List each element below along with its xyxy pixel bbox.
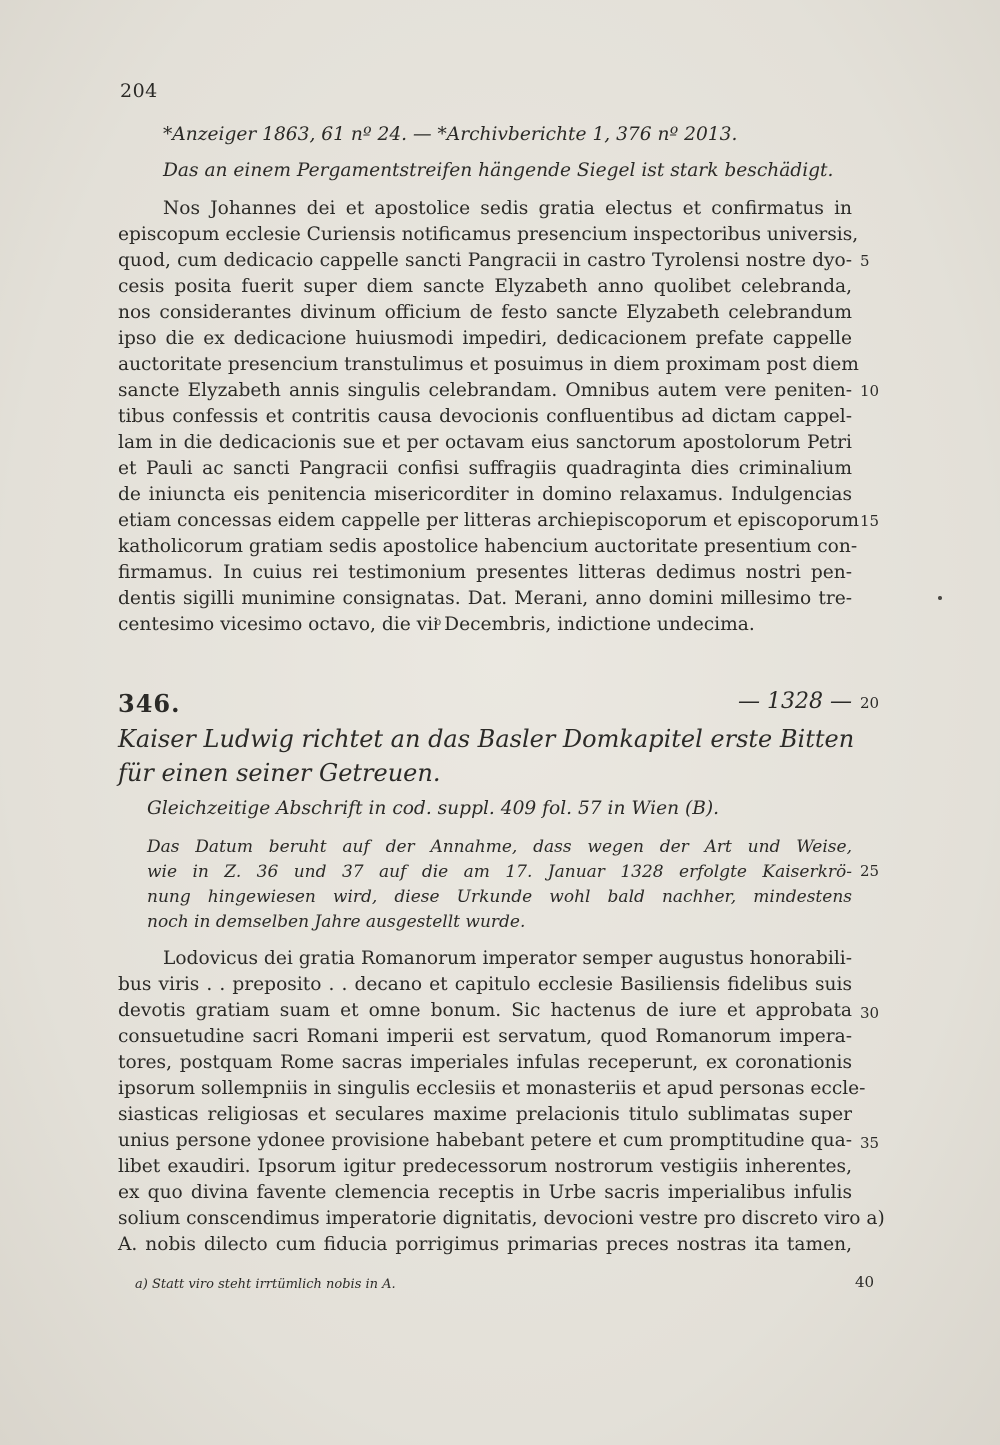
body-line: ex quo divina favente clemencia receptis in Urbe sacris imperialibus infulis	[118, 1182, 852, 1203]
line-number: 15	[860, 512, 880, 530]
body-line: libet exaudiri. Ipsorum igitur predecessorum nostrorum vestigiis inherentes,	[118, 1156, 852, 1177]
body-line: nos considerantes divinum officium de festo sancte Elyzabeth celebrandum	[118, 302, 852, 323]
body-line: devotis gratiam suam et omne bonum. Sic hactenus de iure et approbata	[118, 1000, 852, 1021]
body-line: cesis posita fuerit super diem sancte Elyzabeth anno quolibet celebranda,	[118, 276, 852, 297]
dating-note: nung hingewiesen wird, diese Urkunde wohl bald nachher, mindestens	[147, 887, 852, 907]
body-line: solium conscendimus imperatorie dignitatis, devocioni vestre pro discreto viro a)	[118, 1208, 885, 1229]
body-line: sancte Elyzabeth annis singulis celebrandam. Omnibus autem vere peniten-	[118, 380, 852, 401]
body-line: auctoritate presencium transtulimus et posuimus in diem proximam post diem	[118, 354, 859, 375]
body-line: ipso die ex dedicacione huiusmodi impediri, dedicacionem prefate cappelle	[118, 328, 852, 349]
body-line: tores, postquam Rome sacras imperiales infulas receperunt, ex coronationis	[118, 1052, 852, 1073]
body-line: etiam concessas eidem cappelle per litteras archiepiscoporum et episcoporum	[118, 510, 859, 531]
body-line: centesimo vicesimo octavo, die viiͦ Decembris, indictione undecima.	[118, 614, 755, 635]
body-line: dentis sigilli munimine consignatas. Dat. Merani, anno domini millesimo tre-	[118, 588, 852, 609]
dating-note: wie in Z. 36 und 37 auf die am 17. Januar 1328 erfolgte Kaiserkrö-	[147, 862, 852, 882]
body-line: siasticas religiosas et seculares maxime prelacionis titulo sublimatas super	[118, 1104, 852, 1125]
body-line: episcopum ecclesie Curiensis notificamus presencium inspectoribus universis,	[118, 224, 859, 245]
line-number: 25	[860, 862, 880, 880]
document-date: — 1328 —	[738, 689, 852, 714]
footnote: a) Statt viro steht irrtümlich nobis in A.	[135, 1277, 396, 1292]
line-number: 10	[860, 382, 880, 400]
body-line: de iniuncta eis penitencia misericorditer in domino relaxamus. Indulgencias	[118, 484, 852, 505]
document-heading: für einen seiner Getreuen.	[118, 759, 441, 787]
dating-note: Das Datum beruht auf der Annahme, dass wegen der Art und Weise,	[147, 837, 852, 857]
line-number: 5	[860, 252, 870, 270]
document-heading: Kaiser Ludwig richtet an das Basler Domkapitel erste Bitten	[118, 725, 855, 753]
line-number: 35	[860, 1134, 880, 1152]
body-line: et Pauli ac sancti Pangracii confisi suffragiis quadraginta dies criminalium	[118, 458, 852, 479]
body-line: unius persone ydonee provisione habebant petere et cum promptitudine qua-	[118, 1130, 852, 1151]
header-references: *Anzeiger 1863, 61 nº 24. — *Archivberichte 1, 376 nº 2013.	[163, 124, 738, 145]
body-line: consuetudine sacri Romani imperii est servatum, quod Romanorum impera-	[118, 1026, 852, 1047]
dating-note: noch in demselben Jahre ausgestellt wurde.	[147, 912, 526, 932]
line-number: 30	[860, 1004, 880, 1022]
footnote-line-number: 40	[855, 1273, 875, 1291]
body-line: Lodovicus dei gratia Romanorum imperator semper augustus honorabili-	[163, 948, 852, 969]
ink-speck	[938, 596, 942, 600]
body-line: quod, cum dedicacio cappelle sancti Pangracii in castro Tyrolensi nostre dyo-	[118, 250, 852, 271]
page-number: 204	[120, 80, 158, 102]
document-number: 346.	[118, 689, 181, 718]
body-line: bus viris . . preposito . . decano et capitulo ecclesie Basiliensis fidelibus suis	[118, 974, 852, 995]
body-line: ipsorum sollempniis in singulis ecclesiis et monasteriis et apud personas eccle-	[118, 1078, 866, 1099]
source-note: Gleichzeitige Abschrift in cod. suppl. 409 fol. 57 in Wien (B).	[147, 798, 720, 819]
body-line: A. nobis dilecto cum fiducia porrigimus primarias preces nostras ita tamen,	[118, 1234, 852, 1255]
body-line: firmamus. In cuius rei testimonium presentes litteras dedimus nostri pen-	[118, 562, 852, 583]
line-number: 20	[860, 694, 880, 712]
header-note: Das an einem Pergamentstreifen hängende Siegel ist stark beschädigt.	[163, 160, 834, 181]
body-line: lam in die dedicacionis sue et per octavam eius sanctorum apostolorum Petri	[118, 432, 852, 453]
body-line: tibus confessis et contritis causa devocionis confluentibus ad dictam cappel-	[118, 406, 852, 427]
body-line: Nos Johannes dei et apostolice sedis gratia electus et confirmatus in	[163, 198, 852, 219]
body-line: katholicorum gratiam sedis apostolice habencium auctoritate presentium con-	[118, 536, 858, 557]
